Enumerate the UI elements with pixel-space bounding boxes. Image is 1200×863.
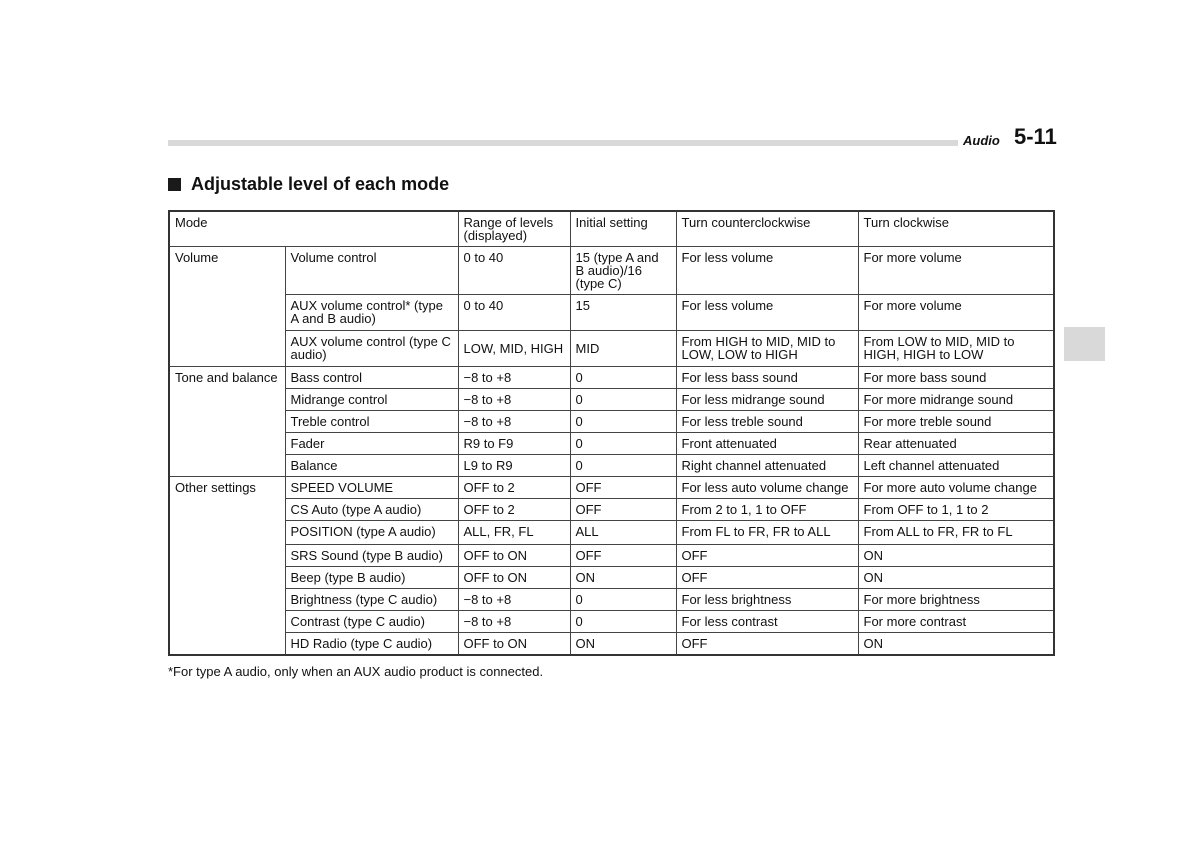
- mode-initial: 0: [570, 411, 676, 433]
- table-row: [169, 499, 1054, 521]
- mode-ccw: For less volume: [676, 247, 858, 295]
- table-row: [169, 611, 1054, 633]
- table-row: [169, 589, 1054, 611]
- mode-initial: 15: [570, 295, 676, 331]
- mode-ccw: For less auto volume change: [676, 477, 858, 499]
- mode-range: OFF to ON: [458, 567, 570, 589]
- mode-name: Treble control: [285, 411, 458, 433]
- mode-cw: From ALL to FR, FR to FL: [858, 521, 1054, 545]
- mode-name: HD Radio (type C audio): [285, 633, 458, 656]
- header-range: Range of levels (displayed): [458, 211, 570, 247]
- header-cw: Turn clockwise: [858, 211, 1054, 247]
- mode-cw: For more midrange sound: [858, 389, 1054, 411]
- mode-ccw: For less volume: [676, 295, 858, 331]
- mode-range: OFF to ON: [458, 545, 570, 567]
- group-volume: Volume: [169, 247, 285, 367]
- mode-range: −8 to +8: [458, 389, 570, 411]
- mode-ccw: From HIGH to MID, MID to LOW, LOW to HIGH: [676, 331, 858, 367]
- page-number: 5-11: [1014, 124, 1057, 149]
- mode-name: Contrast (type C audio): [285, 611, 458, 633]
- mode-cw: For more auto volume change: [858, 477, 1054, 499]
- mode-cw: For more contrast: [858, 611, 1054, 633]
- mode-initial: OFF: [570, 499, 676, 521]
- mode-name: POSITION (type A audio): [285, 521, 458, 545]
- mode-name: Bass control: [285, 367, 458, 389]
- mode-ccw: Front attenuated: [676, 433, 858, 455]
- table-row: [169, 567, 1054, 589]
- mode-name: Beep (type B audio): [285, 567, 458, 589]
- chapter-tab: [1064, 327, 1105, 361]
- mode-ccw: For less contrast: [676, 611, 858, 633]
- section-title-text: Adjustable level of each mode: [191, 174, 450, 194]
- mode-initial: 15 (type A and B audio)/16 (type C): [570, 247, 676, 295]
- mode-range: OFF to 2: [458, 477, 570, 499]
- mode-range: −8 to +8: [458, 611, 570, 633]
- mode-name: AUX volume control* (type A and B audio): [285, 295, 458, 331]
- group-tone-balance: Tone and balance: [169, 367, 285, 477]
- group-other-settings: Other settings: [169, 477, 285, 656]
- mode-ccw: Right channel attenuated: [676, 455, 858, 477]
- mode-name: AUX volume control (type C audio): [285, 331, 458, 367]
- mode-name: Volume control: [285, 247, 458, 295]
- table-row: [169, 247, 1054, 295]
- mode-range: OFF to 2: [458, 499, 570, 521]
- footnote: *For type A audio, only when an AUX audio product is connected.: [168, 664, 544, 679]
- mode-name: Balance: [285, 455, 458, 477]
- mode-range: ALL, FR, FL: [458, 521, 570, 545]
- mode-initial: OFF: [570, 545, 676, 567]
- mode-cw: For more volume: [858, 295, 1054, 331]
- mode-ccw: For less treble sound: [676, 411, 858, 433]
- header-ccw: Turn counterclockwise: [676, 211, 858, 247]
- mode-range: 0 to 40: [458, 295, 570, 331]
- mode-initial: 0: [570, 367, 676, 389]
- mode-ccw: For less brightness: [676, 589, 858, 611]
- mode-cw: ON: [858, 633, 1054, 656]
- header-mode: Mode: [169, 211, 458, 247]
- mode-range: −8 to +8: [458, 367, 570, 389]
- mode-cw: For more bass sound: [858, 367, 1054, 389]
- mode-name: Brightness (type C audio): [285, 589, 458, 611]
- mode-range: LOW, MID, HIGH: [458, 331, 570, 367]
- table-row: [169, 477, 1054, 499]
- table-row: [169, 545, 1054, 567]
- mode-cw: For more brightness: [858, 589, 1054, 611]
- mode-initial: 0: [570, 433, 676, 455]
- mode-ccw: For less midrange sound: [676, 389, 858, 411]
- square-bullet-icon: [168, 178, 181, 191]
- mode-range: L9 to R9: [458, 455, 570, 477]
- mode-cw: From OFF to 1, 1 to 2: [858, 499, 1054, 521]
- mode-initial: ON: [570, 567, 676, 589]
- table-row: [169, 367, 1054, 389]
- mode-range: −8 to +8: [458, 589, 570, 611]
- adjustable-levels-table: [168, 210, 1055, 656]
- table-row: [169, 633, 1054, 656]
- header-initial: Initial setting: [570, 211, 676, 247]
- mode-initial: 0: [570, 455, 676, 477]
- mode-initial: 0: [570, 611, 676, 633]
- mode-initial: 0: [570, 589, 676, 611]
- mode-name: CS Auto (type A audio): [285, 499, 458, 521]
- table-row: [169, 389, 1054, 411]
- mode-name: Midrange control: [285, 389, 458, 411]
- mode-ccw: For less bass sound: [676, 367, 858, 389]
- table-row: [169, 455, 1054, 477]
- mode-ccw: From 2 to 1, 1 to OFF: [676, 499, 858, 521]
- table-row: [169, 411, 1054, 433]
- mode-initial: ON: [570, 633, 676, 656]
- table-row: [169, 521, 1054, 545]
- mode-initial: 0: [570, 389, 676, 411]
- mode-name: Fader: [285, 433, 458, 455]
- table-row: [169, 331, 1054, 367]
- table-header-row: [169, 211, 1054, 247]
- section-name: Audio: [963, 133, 1000, 148]
- table-row: [169, 433, 1054, 455]
- mode-name: SRS Sound (type B audio): [285, 545, 458, 567]
- mode-cw: Rear attenuated: [858, 433, 1054, 455]
- table-row: [169, 295, 1054, 331]
- mode-ccw: OFF: [676, 545, 858, 567]
- mode-ccw: OFF: [676, 567, 858, 589]
- mode-cw: For more treble sound: [858, 411, 1054, 433]
- mode-range: OFF to ON: [458, 633, 570, 656]
- mode-range: 0 to 40: [458, 247, 570, 295]
- mode-initial: ALL: [570, 521, 676, 545]
- mode-cw: For more volume: [858, 247, 1054, 295]
- mode-name: SPEED VOLUME: [285, 477, 458, 499]
- mode-cw: From LOW to MID, MID to HIGH, HIGH to LOW: [858, 331, 1054, 367]
- mode-cw: Left channel attenuated: [858, 455, 1054, 477]
- section-title: [168, 174, 449, 195]
- mode-cw: ON: [858, 567, 1054, 589]
- mode-initial: MID: [570, 331, 676, 367]
- mode-ccw: OFF: [676, 633, 858, 656]
- header-rule: [168, 140, 958, 146]
- mode-initial: OFF: [570, 477, 676, 499]
- mode-cw: ON: [858, 545, 1054, 567]
- mode-range: −8 to +8: [458, 411, 570, 433]
- mode-ccw: From FL to FR, FR to ALL: [676, 521, 858, 545]
- mode-range: R9 to F9: [458, 433, 570, 455]
